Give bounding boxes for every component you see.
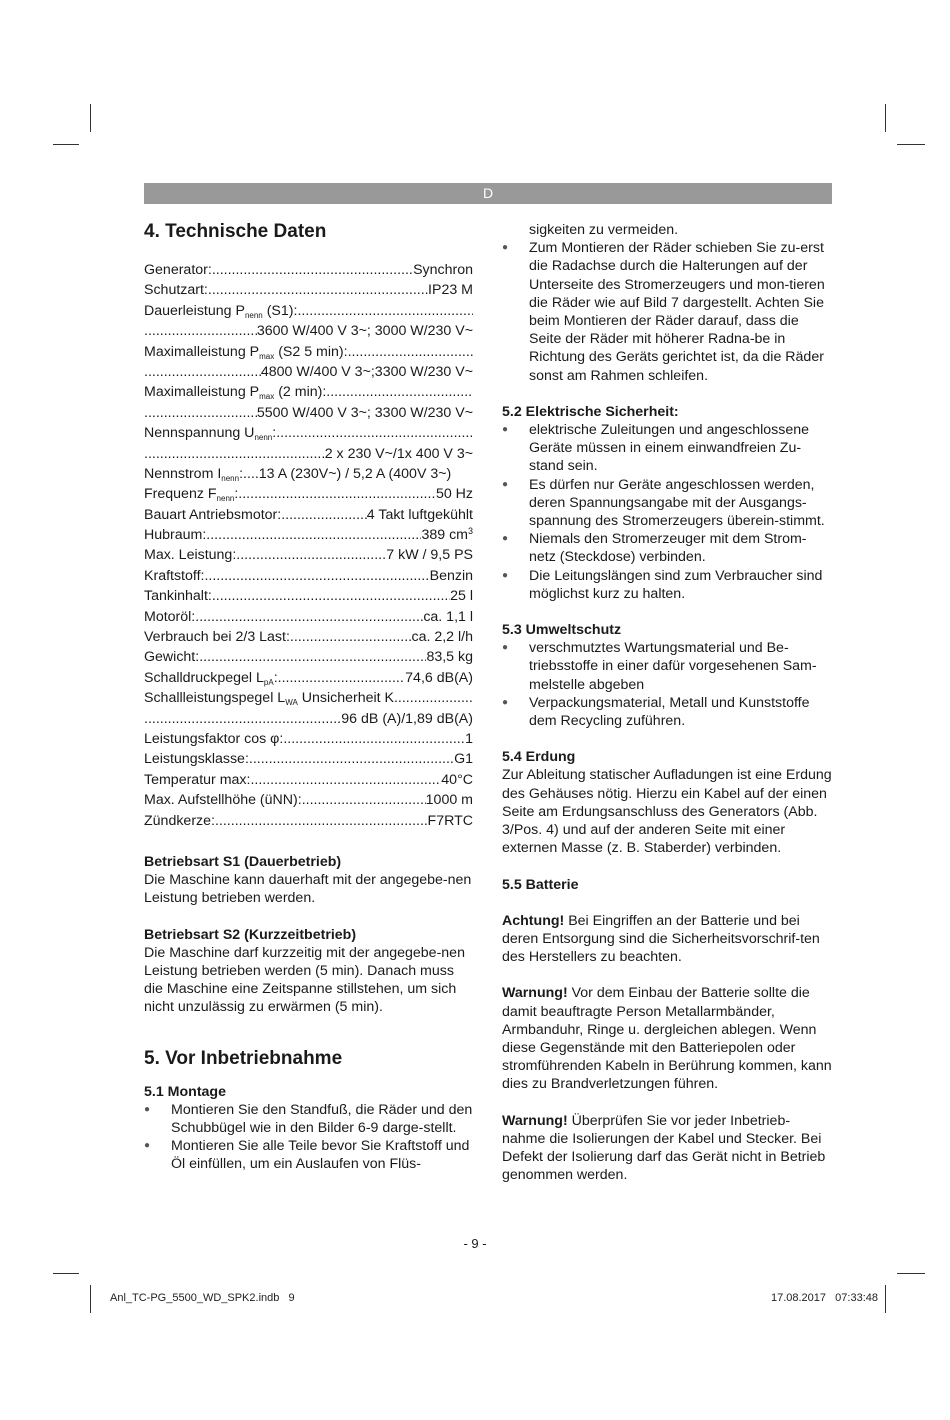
spec-max-5min-value: ..... 4800 W/400 V 3~;3300 W/230 V~ bbox=[144, 362, 473, 382]
spec-tankinhalt: Tankinhalt: ..... 25 l bbox=[144, 586, 473, 606]
crop-mark bbox=[53, 1273, 79, 1274]
list-item: ● verschmutztes Wartungsmaterial und Be-triebsstoffe in einer dafür vorgesehenen Sam-melstelle abgeben bbox=[502, 639, 832, 694]
spec-schalldruckpegel: Schalldruckpegel $L_{pA}$: ..... 74,6 dB(A) bbox=[144, 668, 473, 688]
page-number: - 9 - bbox=[463, 1236, 487, 1251]
crop-mark bbox=[897, 1273, 925, 1274]
footer-timestamp: 17.08.2017 07:33:48 bbox=[770, 1292, 878, 1304]
list-item: ● Verpackungsmaterial, Metall und Kunststoffe dem Recycling zuführen. bbox=[502, 694, 832, 730]
crop-mark bbox=[90, 104, 91, 132]
spec-nennspannung: Nennspannung $U_{nenn}$: ..... bbox=[144, 423, 473, 443]
spec-hubraum: Hubraum: ..... 389 $cm^3$ bbox=[144, 525, 473, 545]
spec-generator: Generator: ..... Synchron bbox=[144, 260, 473, 280]
erdung-text: Zur Ableitung statischer Aufladungen ist eine Erdung des Gehäuses nötig. Hierzu ein Kabel auf der einen Seite am Erdungsanschluss des Generators (Abb. 3/Pos. 4) und auf der anderen Seite mit einer externen Masse (z. B. Staberder) verbinden. bbox=[502, 767, 832, 857]
montage-continued-text: sigkeiten zu vermeiden. bbox=[529, 222, 679, 238]
spec-schallleistungspegel: Schallleistungspegel $L_{WA}$ Unsicherheit K ..... bbox=[144, 688, 473, 708]
crop-mark bbox=[885, 104, 886, 132]
crop-mark bbox=[897, 144, 925, 145]
footer-file-name: Anl_TC-PG_5500_WD_SPK2.indb 9 bbox=[110, 1292, 295, 1304]
spec-nennspannung-value: ..... 2 x 230 V~/1x 400 V 3~ bbox=[144, 444, 473, 464]
warnung-paragraph-2: Warnung! Überprüfen Sie vor jeder Inbetrieb-nahme die Isolierungen der Kabel und Stecker. Bei Defekt der Isolierung darf das Gerät nicht in Betrieb genommen werden. bbox=[502, 1112, 826, 1184]
spec-gewicht: Gewicht: ..... 83,5 kg bbox=[144, 647, 473, 667]
spec-kraftstoff: Kraftstoff: ..... Benzin bbox=[144, 566, 473, 586]
elektrische-sicherheit-list bbox=[502, 421, 832, 603]
s1-heading: Betriebsart S1 (Dauerbetrieb) bbox=[144, 853, 342, 870]
spec-zuendkerze: Zündkerze: ..... F7RTC bbox=[144, 811, 473, 831]
spec-verbrauch: Verbrauch bei 2/3 Last: ..... ca. 2,2 l/h bbox=[144, 627, 473, 647]
umweltschutz-list bbox=[502, 639, 832, 730]
batterie-heading: 5.5 Batterie bbox=[502, 876, 579, 893]
left-column bbox=[144, 218, 473, 1174]
spec-frequenz: Frequenz $F_{nenn}$: ..... 50 Hz bbox=[144, 484, 473, 504]
montage-heading: 5.1 Montage bbox=[144, 1083, 226, 1100]
spec-dauerleistung: Dauerleistung $P_{nenn}$ (S1): ..... bbox=[144, 301, 473, 321]
spec-dauerleistung-value: ..... 3600 W/400 V 3~; 3000 W/230 V~ bbox=[144, 321, 473, 341]
language-label: D bbox=[482, 185, 494, 201]
list-item: ● Die Leitungslängen sind zum Verbraucher sind möglichst kurz zu halten. bbox=[502, 567, 832, 603]
section-5-title: 5. Vor Inbetriebnahme bbox=[144, 1047, 343, 1069]
montage-list-continued bbox=[502, 239, 832, 385]
section-4-title: 4. Technische Daten bbox=[144, 221, 327, 242]
umweltschutz-heading: 5.3 Umweltschutz bbox=[502, 622, 622, 639]
spec-max-2min: Maximalleistung $P_{max}$ (2 min): ..... bbox=[144, 382, 473, 402]
list-item: ● elektrische Zuleitungen und angeschlossene Geräte müssen in einem einwandfreien Zu-stand sein. bbox=[502, 421, 832, 476]
spec-max-5min: Maximalleistung $P_{max}$ (S2 5 min): ..... bbox=[144, 342, 473, 362]
language-header-bar bbox=[144, 183, 832, 204]
warnung-paragraph-1: Warnung! Vor dem Einbau der Batterie sollte die damit beauftragte Person Metallarmbänder, Armbanduhr, Ringe u. dergleichen ablegen. Wenn diese Gegenstände mit den Batteriepolen oder stromführenden Kabeln in Berührung kommen, kann dies zu Brandverletzungen führen. bbox=[502, 985, 832, 1093]
spec-aufstellhoehe: Max. Aufstellhöhe (üNN): ..... 1000 m bbox=[144, 790, 473, 810]
spec-leistungsklasse: Leistungsklasse: ..... G1 bbox=[144, 749, 473, 769]
s2-text: Die Maschine darf kurzzeitig mit der angegebe-nen Leistung betrieben werden (5 min). Danach muss die Maschine eine Zeitspanne stillstehen, um sich nicht unzulässig zu erwärmen (5 min). bbox=[144, 944, 465, 1016]
achtung-paragraph: Achtung! Bei Eingriffen an der Batterie und bei deren Entsorgung sind die Sicherheitsvorschrif-ten des Herstellers zu beachten. bbox=[502, 912, 820, 966]
s2-heading: Betriebsart S2 (Kurzzeitbetrieb) bbox=[144, 926, 357, 943]
s1-text: Die Maschine kann dauerhaft mit der angegebe-nen Leistung betrieben werden. bbox=[144, 872, 472, 907]
list-item: ● Niemals den Stromerzeuger mit dem Strom-netz (Steckdose) verbinden. bbox=[502, 530, 832, 566]
spec-schallleistungspegel-value: ..... 96 dB (A)/1,89 dB(A) bbox=[144, 709, 473, 729]
crop-mark bbox=[53, 144, 79, 145]
montage-list bbox=[144, 1101, 473, 1174]
spec-motoroel: Motoröl: ..... ca. 1,1 l bbox=[144, 607, 473, 627]
spec-max-2min-value: ..... 5500 W/400 V 3~; 3300 W/230 V~ bbox=[144, 403, 473, 423]
right-column bbox=[502, 221, 832, 1184]
list-item: ● Montieren Sie alle Teile bevor Sie Kraftstoff und Öl einfüllen, um ein Auslaufen von Flüs- bbox=[144, 1137, 473, 1173]
spec-cosphi: Leistungsfaktor cos φ: ..... 1 bbox=[144, 729, 473, 749]
elektrische-sicherheit-heading: 5.2 Elektrische Sicherheit: bbox=[502, 403, 679, 420]
crop-mark bbox=[90, 1285, 91, 1313]
list-item: ● Montieren Sie den Standfuß, die Räder und den Schubbügel wie in den Bilder 6-9 darge-stellt. bbox=[144, 1101, 473, 1137]
spec-bauart: Bauart Antriebsmotor: ..... 4 Takt luftgekühlt bbox=[144, 505, 473, 525]
spec-leistung: Max. Leistung: ..... 7 kW / 9,5 PS bbox=[144, 545, 473, 565]
spec-temperatur: Temperatur max: ..... 40°C bbox=[144, 770, 473, 790]
list-item: ● Zum Montieren der Räder schieben Sie zu-erst die Radachse durch die Halterungen auf der Unterseite des Stromerzeugers und mon-tieren die Räder wie auf Bild 7 dargestellt. Achten Sie beim Montieren der Räder darauf, dass die Seite der Räder mit höherer Radna-be in Richtung des Geräts gerichtet ist, da die Räder sonst am Rahmen schleifen. bbox=[502, 239, 832, 385]
spec-nennstrom: Nennstrom $I_{nenn}:....13$ A (230V~) / 5,2 A (400V 3~) bbox=[144, 465, 452, 483]
crop-mark bbox=[885, 1285, 886, 1313]
spec-list bbox=[144, 260, 473, 831]
erdung-heading: 5.4 Erdung bbox=[502, 749, 576, 766]
spec-schutzart: Schutzart: ..... IP23 M bbox=[144, 280, 473, 300]
list-item: ● Es dürfen nur Geräte angeschlossen werden, deren Spannungsangabe mit der Ausgangs-spannung des Stromerzeugers überein-stimmt. bbox=[502, 476, 832, 531]
